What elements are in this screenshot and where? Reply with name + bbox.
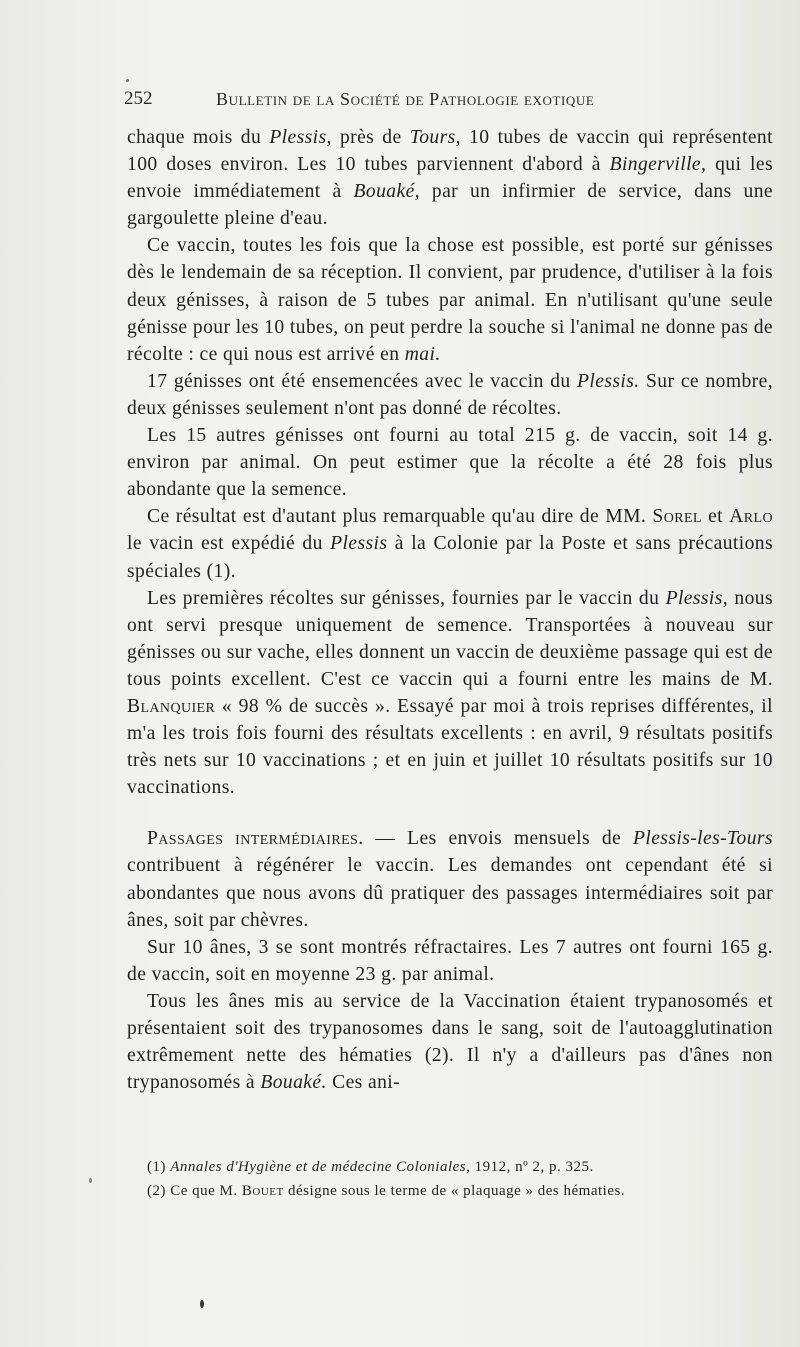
section-heading: Passages intermédiaires. [147,828,364,850]
main-text [127,124,773,1096]
ink-speck [89,1178,92,1183]
running-header [124,86,684,112]
paragraph: Les 15 autres génisses ont fourni au total 215 g. de vaccin, soit 14 g. environ par animal. On peut estimer que la récolte a été 28 fois plus abondante que la semence. [127,425,773,501]
footnotes [147,1155,777,1203]
ink-speck [200,1300,204,1308]
footnote-1: (1) Annales d'Hygiène et de médecine Coloniales, 1912, nº 2, p. 325. [147,1159,594,1175]
ink-speck [126,79,129,82]
paragraph: 17 génisses ont été ensemencées avec le vaccin du Plessis. Sur ce nombre, deux génisses seulement n'ont pas donné de récoltes. [127,370,774,419]
footnote-2: (2) Ce que M. Bouet désigne sous le terme de « plaquage » des hématies. [147,1183,626,1199]
paragraph: Ce résultat est d'autant plus remarquable qu'au dire de MM. Sorel et Arlo le vacin est expédié du Plessis à la Colonie par la Poste et sans précautions spéciales (1). [127,506,773,582]
paragraph: Tous les ânes mis au service de la Vaccination étaient trypanosomés et présentaient soit des trypanosomes dans le sang, soit de l'autoagglutination extrêmement nette des hématies (2). Il n'y a d'ailleurs pas d'ânes non trypanosomés à Bouaké. Ces ani- [127,990,773,1094]
paragraph: Sur 10 ânes, 3 se sont montrés réfractaires. Les 7 autres ont fourni 165 g. de vaccin, soit en moyenne 23 g. par animal. [127,936,773,985]
paragraph: chaque mois du Plessis, près de Tours, 10 tubes de vaccin qui représentent 100 doses environ. Les 10 tubes parviennent d'abord à Bingerville, qui les envoie immédiatement à Bouaké, par un infirmier de service, dans une gargoulette pleine d'eau. [127,127,773,230]
header-title: Bulletin de la Société de Pathologie exotique [216,89,595,109]
page-number: 252 [124,88,153,109]
paragraph: Les premières récoltes sur génisses, fournies par le vaccin du Plessis, nous ont servi presque uniquement de semence. Transportées à nouveau sur génisses ou sur vache, elles donnent un vaccin de deuxième passage qui est de tous points excellent. C'est ce vaccin qui a fourni entre les mains de M. Blanquier « 98 % de succès ». Essayé par moi à trois reprises différentes, il m'a les trois fois fourni des résultats excellents : en avril, 9 résultats positifs très nets sur 10 vaccinations ; et en juin et juillet 10 résultats positifs sur 10 vaccinations. [127,587,773,799]
paragraph: Ce vaccin, toutes les fois que la chose est possible, est porté sur génisses dès le lendemain de sa réception. Il convient, par prudence, d'utiliser à la fois deux génisses, à raison de 5 tubes par animal. En n'utilisant qu'une seule génisse pour les 10 tubes, on peut perdre la souche si l'animal ne donne pas de récolte : ce qui nous est arrivé en mai. [127,235,773,365]
section-paragraph: Passages intermédiaires. — Les envois mensuels de Plessis-les-Tours contribuent à régénérer le vaccin. Les demandes ont cependant été si abondantes que nous avons dû pratiquer des passages intermédiaires soit par ânes, soit par chèvres. [127,828,773,931]
